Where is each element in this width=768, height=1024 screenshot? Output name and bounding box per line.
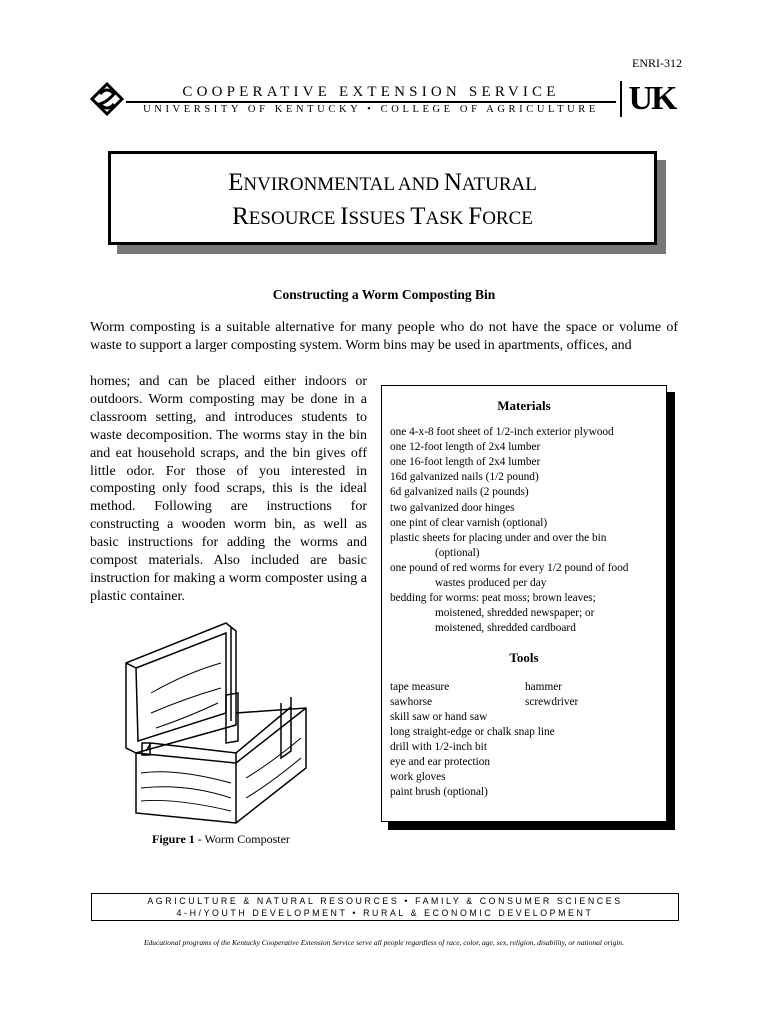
materials-list <box>382 425 666 636</box>
materials-item-continuation: wastes produced per day <box>435 577 547 590</box>
section-subtitle: Constructing a Worm Composting Bin <box>272 287 496 302</box>
materials-heading: Materials <box>497 398 551 413</box>
tools-heading: Tools <box>509 650 539 666</box>
document-id: ENRI-312 <box>632 56 682 70</box>
materials-box <box>381 385 667 822</box>
tools-row <box>390 680 666 695</box>
materials-item: one pint of clear varnish (optional) <box>390 516 548 529</box>
materials-item: one 16-foot length of 2x4 lumber <box>390 456 541 469</box>
materials-item: 6d galvanized nails (2 pounds) <box>390 486 529 499</box>
tools-item: sawhorse <box>390 695 433 708</box>
org-title: COOPERATIVE EXTENSION SERVICE <box>182 84 560 100</box>
materials-item: bedding for worms: peat moss; brown leaves; <box>390 592 596 605</box>
materials-item-continuation: (optional) <box>435 546 480 559</box>
materials-item: plastic sheets for placing under and over the bin <box>390 531 607 544</box>
university-line: UNIVERSITY OF KENTUCKY • COLLEGE OF AGRICULTURE <box>143 104 599 115</box>
tools-item: drill with 1/2-inch bit <box>390 740 487 753</box>
tools-item: paint brush (optional) <box>390 786 488 799</box>
tools-list <box>382 680 666 801</box>
materials-item: one 4-x-8 foot sheet of 1/2-inch exterior plywood <box>390 426 614 439</box>
materials-item-continuation: moistened, shredded newspaper; or <box>435 607 595 620</box>
tools-item: eye and ear protection <box>390 755 491 768</box>
title-line-1: ENVIRONMENTAL AND NATURAL <box>228 169 537 196</box>
intro-paragraph-left: homes; and can be placed either indoors or outdoors. Worm composting may be done in a classroom setting, and introduces students to waste decomposition. The worms stay in the bin and eat household scraps, and the bin gives off little odor. For those of you interested in composting only food scraps, this is the ideal method. Following are instructions for constructing a wooden worm bin, as well as basic instructions for adding the worms and compost materials. Also included are basic instruction for making a worm composter using a plastic container. <box>90 374 367 604</box>
tools-item: skill saw or hand saw <box>390 710 488 723</box>
intro-paragraph-top: Worm composting is a suitable alternative for many people who do not have the space or volume of waste to support a larger composting system. Worm bins may be used in apartments, offices, and <box>90 320 678 353</box>
header-rule <box>126 101 616 103</box>
materials-item: 16d galvanized nails (1/2 pound) <box>390 471 539 484</box>
footer-line-2: 4-H/YOUTH DEVELOPMENT • RURAL & ECONOMIC DEVELOPMENT <box>176 908 594 918</box>
page-title <box>108 151 657 245</box>
title-line-2: RESOURCE ISSUES TASK FORCE <box>232 203 533 230</box>
figure-caption: Figure 1 - Worm Composter <box>152 832 290 846</box>
materials-item: one 12-foot length of 2x4 lumber <box>390 441 541 454</box>
tools-item: hammer <box>525 680 563 693</box>
disclaimer: Educational programs of the Kentucky Cooperative Extension Service serve all people regardless of race, color, age, sex, religion, disability, or national origin. <box>143 938 625 947</box>
uk-logo: UK <box>620 81 680 117</box>
footer-line-1: AGRICULTURE & NATURAL RESOURCES • FAMILY & CONSUMER SCIENCES <box>147 896 623 906</box>
tools-item: tape measure <box>390 680 450 693</box>
tools-item: long straight-edge or chalk snap line <box>390 725 555 738</box>
materials-item: two galvanized door hinges <box>390 501 515 514</box>
materials-item-continuation: moistened, shredded cardboard <box>435 622 576 635</box>
worm-composter-illustration <box>106 603 346 828</box>
ces-logo-icon <box>90 82 124 116</box>
program-areas-footer <box>91 893 679 921</box>
tools-row <box>390 695 666 710</box>
tools-item: screwdriver <box>525 695 579 708</box>
materials-item: one pound of red worms for every 1/2 pound of food <box>390 561 629 574</box>
tools-item: work gloves <box>390 771 446 784</box>
